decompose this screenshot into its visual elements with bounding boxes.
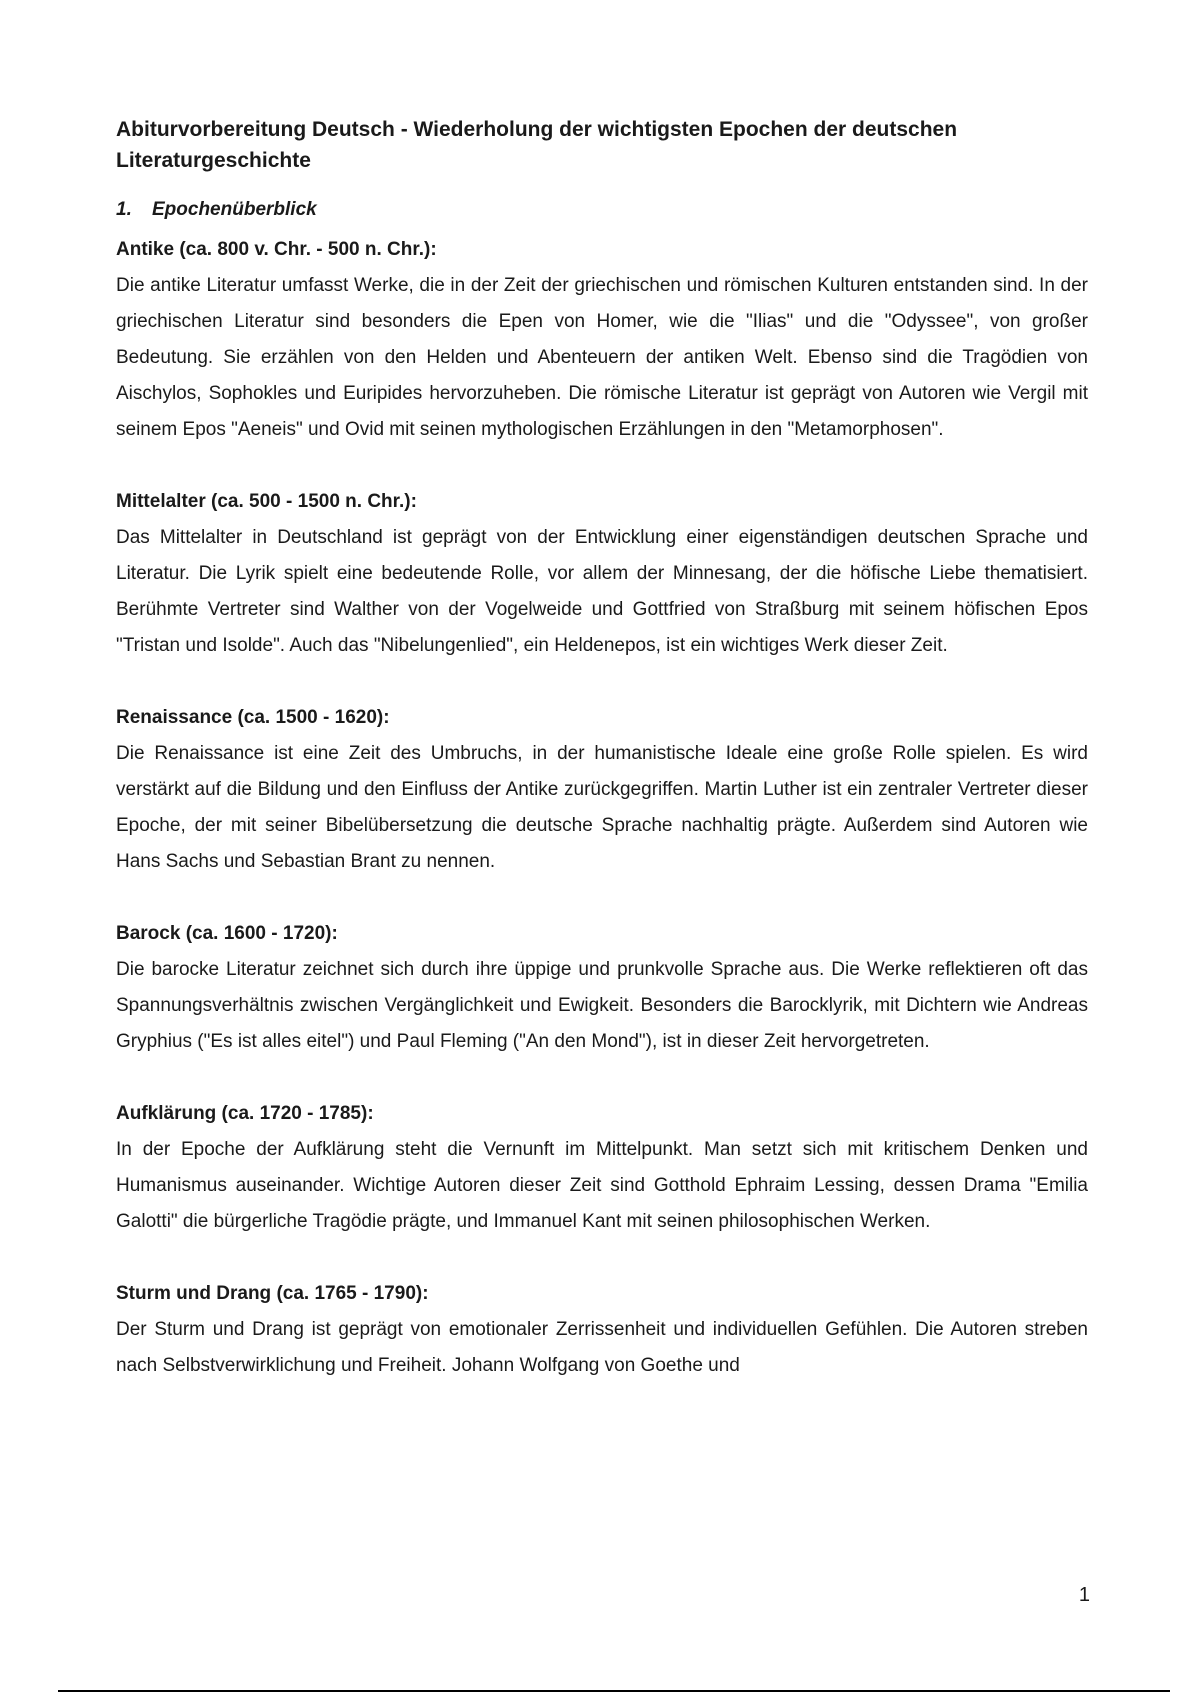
epoch-heading: Antike (ca. 800 v. Chr. - 500 n. Chr.):: [116, 239, 437, 260]
epoch-antike: [116, 232, 1088, 448]
epoch-text: Die Renaissance ist eine Zeit des Umbruchs, in der humanistische Ideale eine große Rolle spielen. Es wird verstärkt auf die Bildung und den Einfluss der Antike zurückgegriffen. Martin Luther ist ein zentraler Vertreter dieser Epoche, der mit seiner Bibelübersetzung die deutsche Sprache nachhaltig prägte. Außerdem sind Autoren wie Hans Sachs und Sebastian Brant zu nennen.: [116, 743, 1088, 872]
epoch-barock: [116, 916, 1088, 1060]
page-number: 1: [1078, 1584, 1090, 1606]
section-number: 1.: [116, 199, 132, 220]
epoch-heading: Renaissance (ca. 1500 - 1620):: [116, 707, 390, 728]
page-divider: [58, 1690, 1170, 1692]
epoch-heading: Aufklärung (ca. 1720 - 1785):: [116, 1103, 374, 1124]
epoch-heading: Sturm und Drang (ca. 1765 - 1790):: [116, 1283, 429, 1304]
epoch-heading: Mittelalter (ca. 500 - 1500 n. Chr.):: [116, 491, 417, 512]
epoch-text: Die antike Literatur umfasst Werke, die in der Zeit der griechischen und römischen Kulturen entstanden sind. In der griechischen Literatur sind besonders die Epen von Homer, wie die "Ilias" und die "Odyssee", von großer Bedeutung. Sie erzählen von den Helden und Abenteuern der antiken Welt. Ebenso sind die Tragödien von Aischylos, Sophokles und Euripides hervorzuheben. Die römische Literatur ist geprägt von Autoren wie Vergil mit seinem Epos "Aeneis" und Ovid mit seinen mythologischen Erzählungen in den "Metamorphosen".: [116, 275, 1088, 440]
epoch-mittelalter: [116, 484, 1088, 664]
epoch-aufklaerung: [116, 1096, 1088, 1240]
epoch-text: Der Sturm und Drang ist geprägt von emotionaler Zerrissenheit und individuellen Gefühlen. Die Autoren streben nach Selbstverwirklichung und Freiheit. Johann Wolfgang von Goethe und: [116, 1319, 1088, 1376]
section-title: Epochenüberblick: [152, 199, 317, 220]
epoch-sturm-und-drang: [116, 1276, 1088, 1384]
page-content: [116, 114, 1088, 1420]
epoch-text: In der Epoche der Aufklärung steht die Vernunft im Mittelpunkt. Man setzt sich mit kritischem Denken und Humanismus auseinander. Wichtige Autoren dieser Zeit sind Gotthold Ephraim Lessing, dessen Drama "Emilia Galotti" die bürgerliche Tragödie prägte, und Immanuel Kant mit seinen philosophischen Werken.: [116, 1139, 1088, 1232]
document-title: Abiturvorbereitung Deutsch - Wiederholung der wichtigsten Epochen der deutschen Literaturgeschichte: [116, 118, 958, 172]
epoch-text: Das Mittelalter in Deutschland ist geprägt von der Entwicklung einer eigenständigen deutschen Sprache und Literatur. Die Lyrik spielt eine bedeutende Rolle, vor allem der Minnesang, der die höfische Liebe thematisiert. Berühmte Vertreter sind Walther von der Vogelweide und Gottfried von Straßburg mit seinem höfischen Epos "Tristan und Isolde". Auch das "Nibelungenlied", ein Heldenepos, ist ein wichtiges Werk dieser Zeit.: [116, 527, 1088, 656]
epoch-heading: Barock (ca. 1600 - 1720):: [116, 923, 338, 944]
section-heading: [116, 196, 1088, 224]
epoch-text: Die barocke Literatur zeichnet sich durch ihre üppige und prunkvolle Sprache aus. Die Werke reflektieren oft das Spannungsverhältnis zwischen Vergänglichkeit und Ewigkeit. Besonders die Barocklyrik, mit Dichtern wie Andreas Gryphius ("Es ist alles eitel") und Paul Fleming ("An den Mond"), ist in dieser Zeit hervorgetreten.: [116, 959, 1088, 1052]
epoch-renaissance: [116, 700, 1088, 880]
